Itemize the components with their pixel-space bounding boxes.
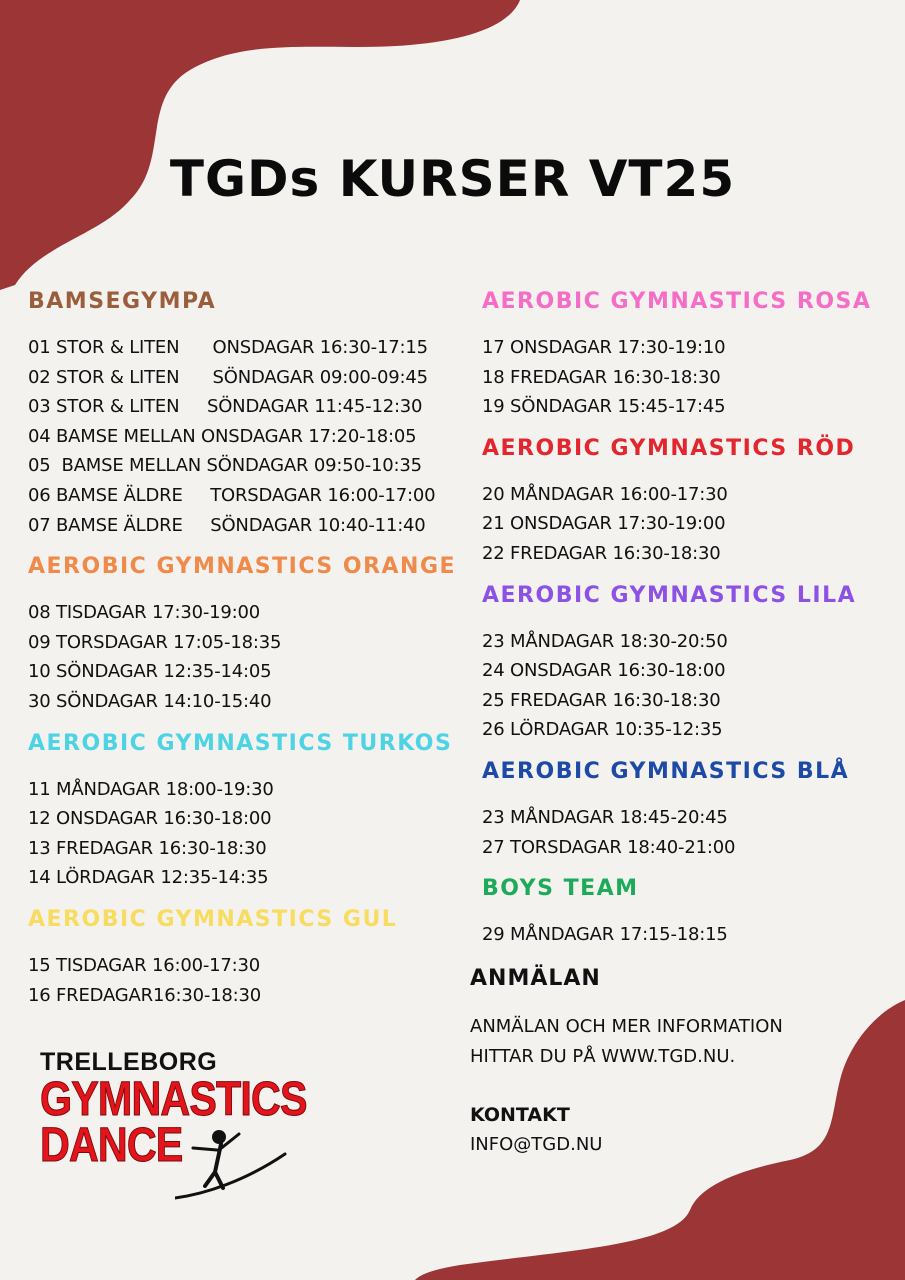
course-row: 26 LÖRDAGAR 10:35-12:35 [482,719,723,741]
top-left-blob [0,0,520,290]
logo-line-1: GYMNASTICS [40,1073,307,1126]
course-row: 16 FREDAGAR16:30-18:30 [28,984,262,1006]
course-row: 17 ONSDAGAR 17:30-19:10 [482,337,726,358]
logo-line-2: DANCE [40,1119,183,1172]
course-row: 18 FREDAGAR 16:30-18:30 [482,366,721,388]
right-column [482,287,892,962]
section-heading: BOYS TEAM [482,876,639,902]
section-heading: AEROBIC GYMNASTICS BLÅ [482,758,850,784]
registration-line-2: HITTAR DU PÅ WWW.TGD.NU. [470,1046,736,1067]
course-row: 23 MÅNDAGAR 18:45-20:45 [482,806,728,828]
contact-email-wrap [470,1130,602,1160]
course-row: 01 STOR & LITEN ONSDAGAR 16:30-17:15 [28,337,428,358]
section-heading: AEROBIC GYMNASTICS GUL [28,906,398,932]
contact-heading [470,1104,570,1126]
course-section [28,729,468,893]
section-heading: AEROBIC GYMNASTICS ORANGE [28,554,457,580]
course-section [28,552,468,716]
course-section [482,581,892,745]
course-section [482,287,892,422]
course-row: 27 TORSDAGAR 18:40-21:00 [482,836,736,858]
course-section [482,434,892,569]
course-section [482,757,892,862]
section-heading: AEROBIC GYMNASTICS RÖD [482,435,856,461]
course-section [28,905,468,1010]
registration-text [470,1012,783,1072]
course-row: 06 BAMSE ÄLDRE TORSDAGAR 16:00-17:00 [28,484,436,506]
course-row: 04 BAMSE MELLAN ONSDAGAR 17:20-18:05 [28,425,417,447]
course-row: 11 MÅNDAGAR 18:00-19:30 [28,778,274,800]
section-heading: AEROBIC GYMNASTICS LILA [482,582,857,608]
course-row: 21 ONSDAGAR 17:30-19:00 [482,513,726,535]
course-row: 15 TISDAGAR 16:00-17:30 [28,954,261,976]
gymnast-figure-icon [175,1126,295,1216]
course-row: 03 STOR & LITEN SÖNDAGAR 11:45-12:30 [28,396,423,418]
course-row: 22 FREDAGAR 16:30-18:30 [482,542,721,564]
course-row: 13 FREDAGAR 16:30-18:30 [28,837,267,859]
registration-line-1: ANMÄLAN OCH MER INFORMATION [470,1016,783,1037]
course-row: 14 LÖRDAGAR 12:35-14:35 [28,867,269,889]
registration-heading [470,966,601,991]
course-row: 25 FREDAGAR 16:30-18:30 [482,689,721,711]
course-section [482,874,892,950]
section-heading: AEROBIC GYMNASTICS TURKOS [28,730,453,756]
course-row: 20 MÅNDAGAR 16:00-17:30 [482,483,728,505]
course-section [28,287,468,540]
logo-top-text: TRELLEBORG [40,1048,218,1076]
page-title: TGDs KURSER VT25 [169,150,736,208]
left-column [28,287,468,1022]
course-row: 29 MÅNDAGAR 17:15-18:15 [482,924,728,946]
course-row: 30 SÖNDAGAR 14:10-15:40 [28,690,272,712]
course-row: 02 STOR & LITEN SÖNDAGAR 09:00-09:45 [28,366,428,388]
contact-heading-text: KONTAKT [470,1104,570,1126]
course-row: 23 MÅNDAGAR 18:30-20:50 [482,630,728,652]
course-row: 07 BAMSE ÄLDRE SÖNDAGAR 10:40-11:40 [28,514,426,536]
course-row: 12 ONSDAGAR 16:30-18:00 [28,808,272,830]
course-row: 05 BAMSE MELLAN SÖNDAGAR 09:50-10:35 [28,455,422,477]
course-row: 19 SÖNDAGAR 15:45-17:45 [482,396,726,418]
registration-heading-text: ANMÄLAN [470,966,601,991]
course-row: 24 ONSDAGAR 16:30-18:00 [482,660,726,682]
section-heading: BAMSEGYMPA [28,289,217,314]
contact-email[interactable]: INFO@TGD.NU [470,1134,603,1155]
course-row: 10 SÖNDAGAR 12:35-14:05 [28,661,272,683]
section-heading: AEROBIC GYMNASTICS ROSA [482,289,872,314]
course-row: 09 TORSDAGAR 17:05-18:35 [28,631,282,653]
course-row: 08 TISDAGAR 17:30-19:00 [28,602,261,624]
tgd-logo [40,1048,350,1172]
